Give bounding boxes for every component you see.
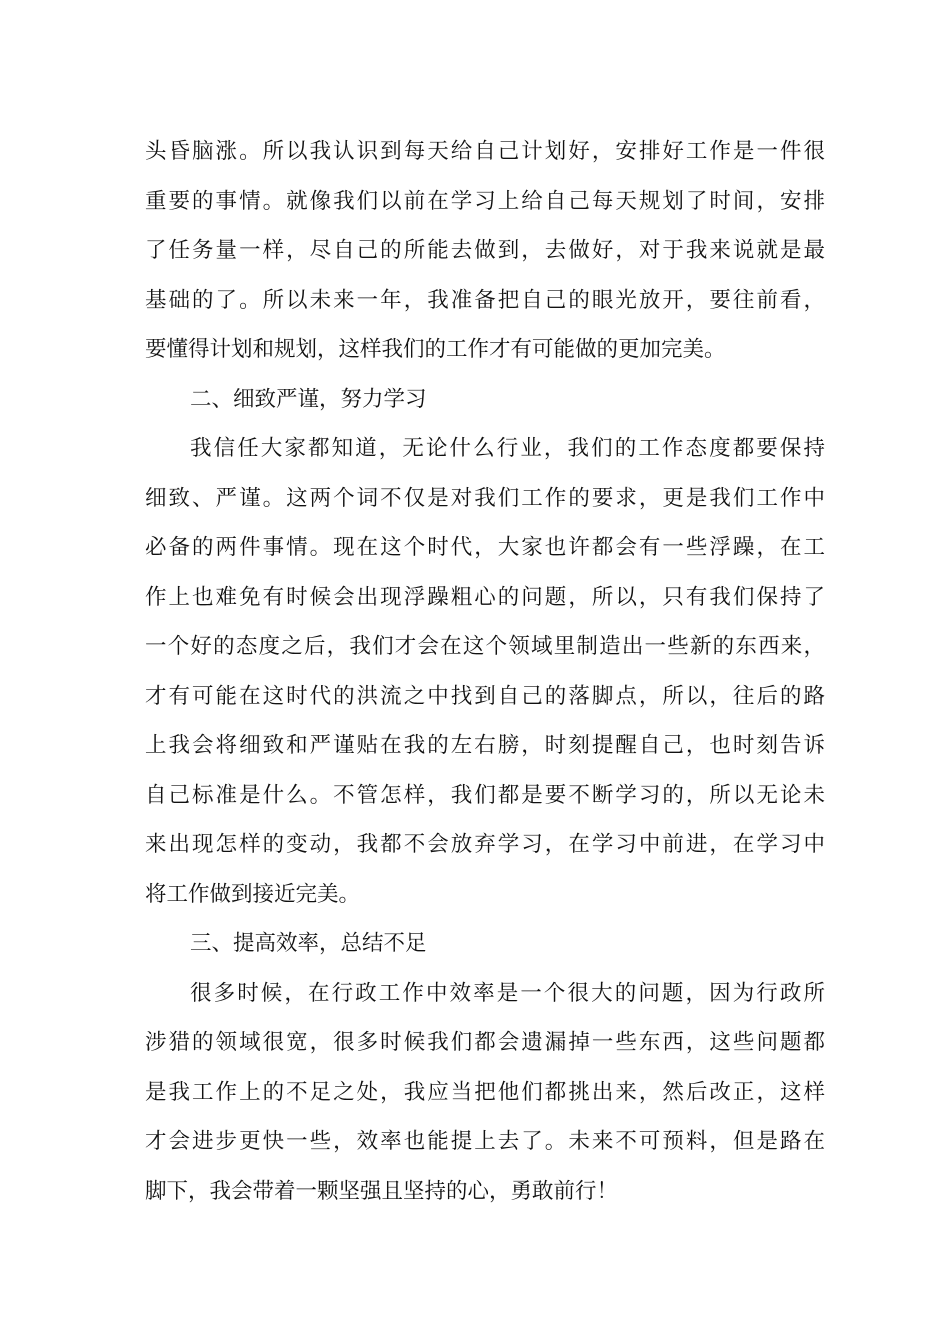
text-line: 基础的了。所以未来一年，我准备把自己的眼光放开，要往前看， (145, 288, 825, 313)
text-line: 要懂得计划和规划，这样我们的工作才有可能做的更加完美。 (145, 337, 726, 362)
text-line: 重要的事情。就像我们以前在学习上给自己每天规划了时间，安排 (145, 189, 825, 214)
text-line: 一个好的态度之后，我们才会在这个领域里制造出一些新的东西来， (145, 634, 825, 659)
text-line: 我信任大家都知道，无论什么行业，我们的工作态度都要保持 (190, 436, 825, 461)
text-line: 自己标准是什么。不管怎样，我们都是要不断学习的，所以无论未 (145, 783, 825, 808)
text-line: 了任务量一样，尽自己的所能去做到，去做好，对于我来说就是最 (145, 238, 825, 263)
text-line: 作上也难免有时候会出现浮躁粗心的问题，所以，只有我们保持了 (145, 585, 825, 610)
section-heading: 三、提高效率，总结不足 (190, 931, 427, 956)
text-line: 细致、严谨。这两个词不仅是对我们工作的要求，更是我们工作中 (145, 486, 825, 511)
text-line: 是我工作上的不足之处，我应当把他们都挑出来，然后改正，这样 (145, 1080, 825, 1105)
text-line: 很多时候，在行政工作中效率是一个很大的问题，因为行政所 (190, 981, 825, 1006)
text-line: 来出现怎样的变动，我都不会放弃学习，在学习中前进，在学习中 (145, 832, 825, 857)
text-line: 才会进步更快一些，效率也能提上去了。未来不可预料，但是路在 (145, 1129, 825, 1154)
section-heading: 二、细致严谨，努力学习 (190, 387, 427, 412)
text-line: 脚下，我会带着一颗坚强且坚持的心，勇敢前行！ (145, 1179, 619, 1204)
text-line: 涉猎的领域很宽，很多时候我们都会遗漏掉一些东西，这些问题都 (145, 1030, 825, 1055)
text-line: 必备的两件事情。现在这个时代，大家也许都会有一些浮躁，在工 (145, 535, 825, 560)
text-line: 上我会将细致和严谨贴在我的左右膀，时刻提醒自己，也时刻告诉 (145, 733, 825, 758)
text-line: 将工作做到接近完美。 (145, 882, 361, 907)
text-line: 头昏脑涨。所以我认识到每天给自己计划好，安排好工作是一件很 (145, 139, 825, 164)
text-line: 才有可能在这时代的洪流之中找到自己的落脚点，所以，往后的路 (145, 684, 825, 709)
